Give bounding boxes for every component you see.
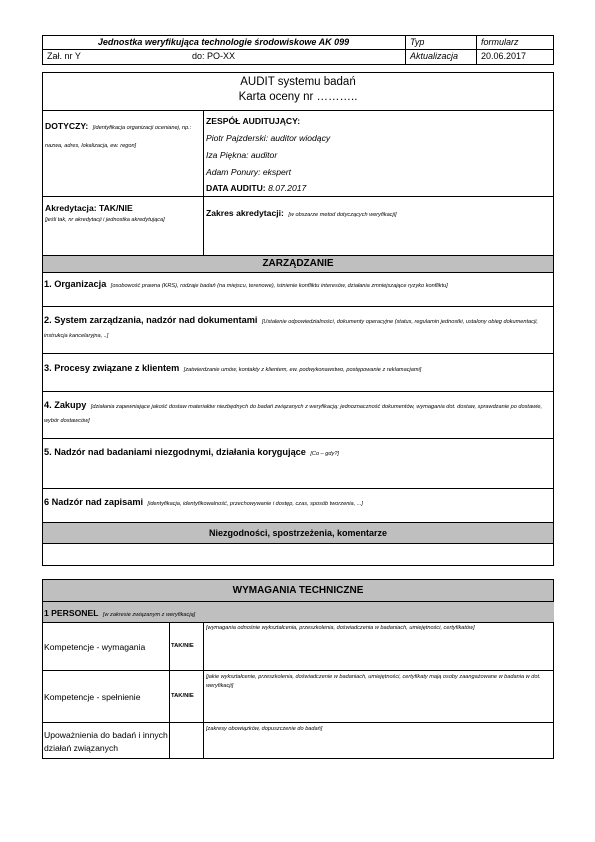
- aktualizacja-label: Aktualizacja: [410, 51, 459, 61]
- zespol-member-3: Adam Ponury: ekspert: [206, 167, 292, 177]
- kompetencje-wymagania-hint: [wymagania odnośnie wykształcenia, przeszkolenia, doświadczenia w badaniach, umiejętności, certyfikatów]: [206, 625, 475, 631]
- data-label: DATA AUDITU:: [206, 183, 266, 193]
- upowaznienia-label: Upoważnienia do badań i innych działań związanych: [44, 730, 168, 753]
- zarzadzanie-item-2: [44, 313, 552, 340]
- dotyczy-cell: [45, 116, 200, 152]
- zarzadzanie-item-1: [44, 277, 552, 291]
- zarzadzanie-item-3: [44, 361, 552, 375]
- item-hint: [osobowość prawna (KRS), rodzaje badań (na miejscu, terenowe), istnienie konfliktu interesów, działania zmniejszające ryzyko konfliktu]: [110, 283, 448, 289]
- zespol-member-2: Iza Piękna: auditor: [206, 150, 278, 160]
- zarzadzanie-item-6: [44, 495, 552, 509]
- item-label: 6 Nadzór nad zapisami: [44, 497, 144, 507]
- zakres-hint: [w obszarze metod dotyczących weryfikacji]: [288, 212, 397, 218]
- aktualizacja-value: 20.06.2017: [481, 51, 527, 61]
- upowaznienia-hint: [zakresy obowiązków, dopuszczenie do badań]: [206, 726, 323, 732]
- personel-label: 1 PERSONEL: [44, 608, 99, 618]
- typ-value: formularz: [481, 37, 519, 47]
- unit-title: Jednostka weryfikująca technologie środowiskowe AK 099: [97, 37, 350, 47]
- item-label: 1. Organizacja: [44, 279, 107, 289]
- kompetencje-wymagania-label: Kompetencje - wymagania: [44, 642, 146, 652]
- kompetencje-spelnienie-hint: [jakie wykształcenie, przeszkolenia, doświadczenie w badaniach, umiejętności, certyfikaty mają osoby zaangażowane w badania w dot. weryfikacji]: [206, 674, 541, 689]
- item-hint: [Ustalenie odpowiedzialności, dokumenty operacyjne (status, regulamin jednostki, ustalony obieg dokumentacji, instrukcja kancelaryjna, ..]: [44, 319, 538, 339]
- techniczne-heading: WYMAGANIA TECHNICZNE: [43, 580, 553, 601]
- zespol-member-1: Piotr Pajzderski: auditor wiodący: [206, 133, 331, 143]
- data-auditu: [206, 183, 306, 193]
- personel-hint: [w zakresie związanym z weryfikacją]: [102, 612, 196, 618]
- item-label: 4. Zakupy: [44, 400, 87, 410]
- zespol-label: ZESPÓŁ AUDITUJĄCY:: [206, 116, 301, 126]
- zarzadzanie-item-4: [44, 398, 552, 425]
- zal-label: Zał. nr Y: [47, 51, 81, 61]
- akredytacja-hint: [jeśli tak, nr akredytacji i jednostka akredytująca]: [45, 217, 165, 223]
- dotyczy-label: DOTYCZY:: [45, 121, 89, 131]
- item-label: 3. Procesy związane z klientem: [44, 363, 180, 373]
- item-label: 5. Nadzór nad badaniami niezgodnymi, działania korygujące: [44, 447, 306, 457]
- item-hint: [identyfikacja, identyfikowalność, przechowywanie i dostęp, czas, sposób tworzenia, ...]: [147, 501, 363, 507]
- item-label: 2. System zarządzania, nadzór nad dokumentami: [44, 315, 258, 325]
- kompetencje-wymagania-tak: TAK/NIE: [171, 643, 194, 649]
- personel-row: [43, 602, 554, 622]
- form-subtitle: Karta oceny nr ………..: [238, 91, 358, 103]
- kompetencje-spelnienie-label: Kompetencje - spełnienie: [44, 692, 141, 702]
- zarzadzanie-item-5: [44, 445, 552, 459]
- akredytacja-label: Akredytacja: TAK/NIE: [45, 203, 133, 213]
- form-title: AUDIT systemu badań: [240, 76, 356, 88]
- dotyczy-hint: [identyfikacja organizacji ocenianej, np.: nazwa, adres, lokalizacja, ew. regon]: [45, 125, 192, 149]
- typ-label: Typ: [410, 37, 425, 47]
- do-label: do: PO-XX: [192, 51, 236, 61]
- niezgodnosci-heading: Niezgodności, spostrzeżenia, komentarze: [43, 523, 553, 543]
- data-value: 8.07.2017: [268, 183, 307, 193]
- item-hint: [zatwierdzanie umów, kontakty z klientem, ew. podwykonawstwo, postępowanie z reklamacjami]: [183, 367, 422, 373]
- item-hint: [działania zapewniające jakość dostaw materiałów niezbędnych do badań związanych z weryfikacją: jednoznaczność dokumentów, wymagania dot. dostaw, sprawdzanie po dostawie, wybór dostawców]: [44, 404, 543, 424]
- kompetencje-spelnienie-tak: TAK/NIE: [171, 693, 194, 699]
- zakres-label: Zakres akredytacji:: [206, 208, 284, 218]
- zarzadzanie-heading: ZARZĄDZANIE: [43, 256, 553, 272]
- item-hint: [Co – gdy?]: [310, 451, 339, 457]
- zakres-cell: [206, 203, 551, 221]
